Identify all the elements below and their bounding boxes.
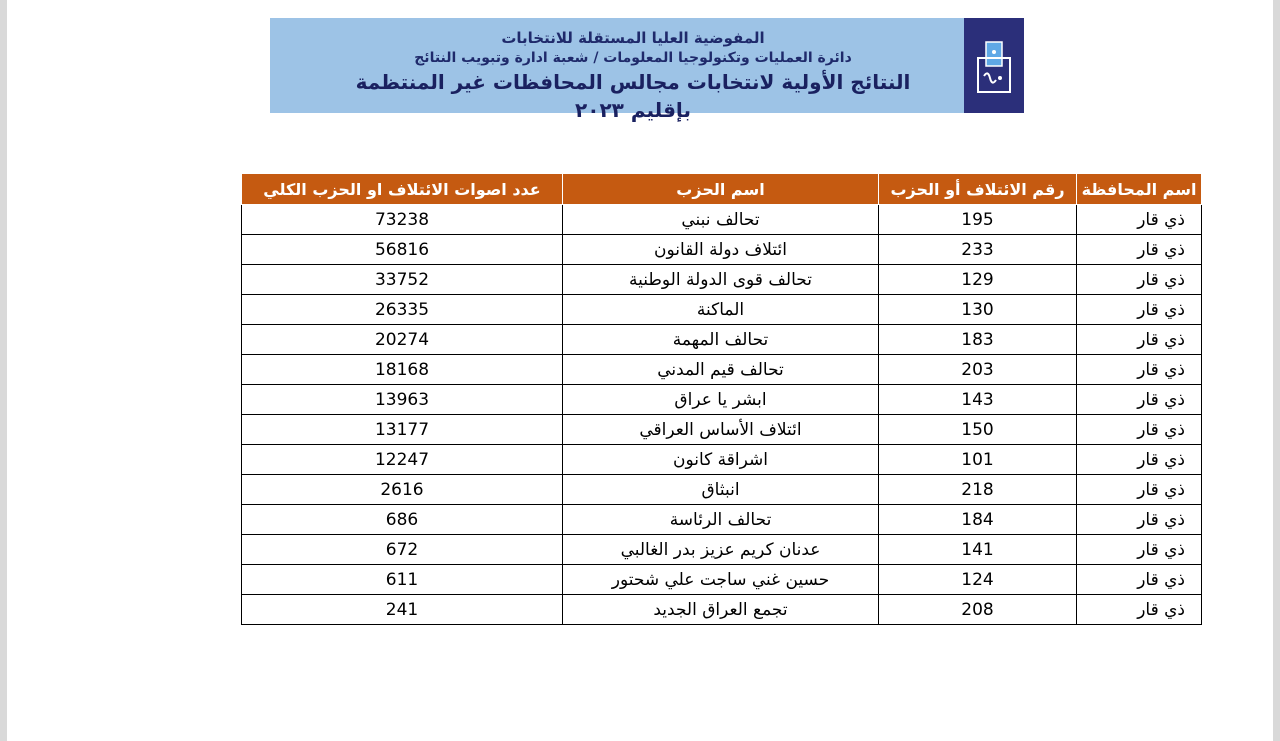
party-name-cell: ائتلاف دولة القانون xyxy=(563,235,879,265)
party-name-cell: عدنان كريم عزيز بدر الغالبي xyxy=(563,535,879,565)
province-cell: ذي قار xyxy=(1077,265,1202,295)
province-cell: ذي قار xyxy=(1077,205,1202,235)
party-name-cell: انبثاق xyxy=(563,475,879,505)
party-number-cell: 101 xyxy=(879,445,1077,475)
table-header-row xyxy=(242,174,1202,205)
votes-cell: 20274 xyxy=(242,325,563,355)
table-row xyxy=(242,295,1202,325)
document-page xyxy=(7,0,1273,741)
party-name-cell: الماكنة xyxy=(563,295,879,325)
party-name-cell: اشراقة كانون xyxy=(563,445,879,475)
results-table xyxy=(241,173,1202,625)
party-number-cell: 203 xyxy=(879,355,1077,385)
department-name: دائرة العمليات وتكنولوجيا المعلومات / شعبة ادارة وتبويب النتائج xyxy=(414,50,852,66)
votes-cell: 2616 xyxy=(242,475,563,505)
table-row xyxy=(242,475,1202,505)
votes-cell: 26335 xyxy=(242,295,563,325)
party-number-cell: 129 xyxy=(879,265,1077,295)
party-name-cell: تحالف قيم المدني xyxy=(563,355,879,385)
ihec-ballot-logo-icon xyxy=(964,18,1024,113)
province-cell: ذي قار xyxy=(1077,565,1202,595)
header-banner xyxy=(270,18,1024,122)
party-name-cell: تحالف المهمة xyxy=(563,325,879,355)
party-number-cell: 184 xyxy=(879,505,1077,535)
table-row xyxy=(242,595,1202,625)
province-cell: ذي قار xyxy=(1077,295,1202,325)
votes-cell: 672 xyxy=(242,535,563,565)
table-row xyxy=(242,505,1202,535)
votes-cell: 33752 xyxy=(242,265,563,295)
table-row xyxy=(242,445,1202,475)
table-row xyxy=(242,565,1202,595)
column-header-number: رقم الائتلاف أو الحزب xyxy=(879,174,1077,205)
party-number-cell: 124 xyxy=(879,565,1077,595)
party-number-cell: 195 xyxy=(879,205,1077,235)
table-row xyxy=(242,415,1202,445)
votes-cell: 686 xyxy=(242,505,563,535)
party-name-cell: تحالف قوى الدولة الوطنية xyxy=(563,265,879,295)
votes-cell: 13963 xyxy=(242,385,563,415)
party-name-cell: تجمع العراق الجديد xyxy=(563,595,879,625)
column-header-province: اسم المحافظة xyxy=(1077,174,1202,205)
party-name-cell: تحالف الرئاسة xyxy=(563,505,879,535)
party-number-cell: 143 xyxy=(879,385,1077,415)
province-cell: ذي قار xyxy=(1077,595,1202,625)
votes-cell: 13177 xyxy=(242,415,563,445)
province-cell: ذي قار xyxy=(1077,325,1202,355)
party-number-cell: 183 xyxy=(879,325,1077,355)
votes-cell: 611 xyxy=(242,565,563,595)
table-row xyxy=(242,535,1202,565)
province-cell: ذي قار xyxy=(1077,475,1202,505)
votes-cell: 56816 xyxy=(242,235,563,265)
table-row xyxy=(242,235,1202,265)
party-number-cell: 150 xyxy=(879,415,1077,445)
province-cell: ذي قار xyxy=(1077,535,1202,565)
document-title: النتائج الأولية لانتخابات مجالس المحافظات غير المنتظمة بإقليم ٢٠٢٣ xyxy=(355,70,911,122)
party-name-cell: ابشر يا عراق xyxy=(563,385,879,415)
province-cell: ذي قار xyxy=(1077,355,1202,385)
commission-name: المفوضية العليا المستقلة للانتخابات xyxy=(501,29,765,47)
votes-cell: 241 xyxy=(242,595,563,625)
votes-cell: 73238 xyxy=(242,205,563,235)
votes-cell: 12247 xyxy=(242,445,563,475)
party-number-cell: 218 xyxy=(879,475,1077,505)
column-header-votes: عدد اصوات الائتلاف او الحزب الكلي xyxy=(242,174,563,205)
province-cell: ذي قار xyxy=(1077,505,1202,535)
province-cell: ذي قار xyxy=(1077,385,1202,415)
table-row xyxy=(242,355,1202,385)
votes-cell: 18168 xyxy=(242,355,563,385)
table-row xyxy=(242,325,1202,355)
table-row xyxy=(242,385,1202,415)
party-name-cell: ائتلاف الأساس العراقي xyxy=(563,415,879,445)
party-name-cell: حسين غني ساجت علي شحتور xyxy=(563,565,879,595)
party-name-cell: تحالف نبني xyxy=(563,205,879,235)
party-number-cell: 208 xyxy=(879,595,1077,625)
party-number-cell: 130 xyxy=(879,295,1077,325)
province-cell: ذي قار xyxy=(1077,235,1202,265)
table-row xyxy=(242,265,1202,295)
header-text-block xyxy=(338,28,928,124)
province-cell: ذي قار xyxy=(1077,415,1202,445)
party-number-cell: 233 xyxy=(879,235,1077,265)
party-number-cell: 141 xyxy=(879,535,1077,565)
column-header-party: اسم الحزب xyxy=(563,174,879,205)
table-row xyxy=(242,205,1202,235)
province-cell: ذي قار xyxy=(1077,445,1202,475)
